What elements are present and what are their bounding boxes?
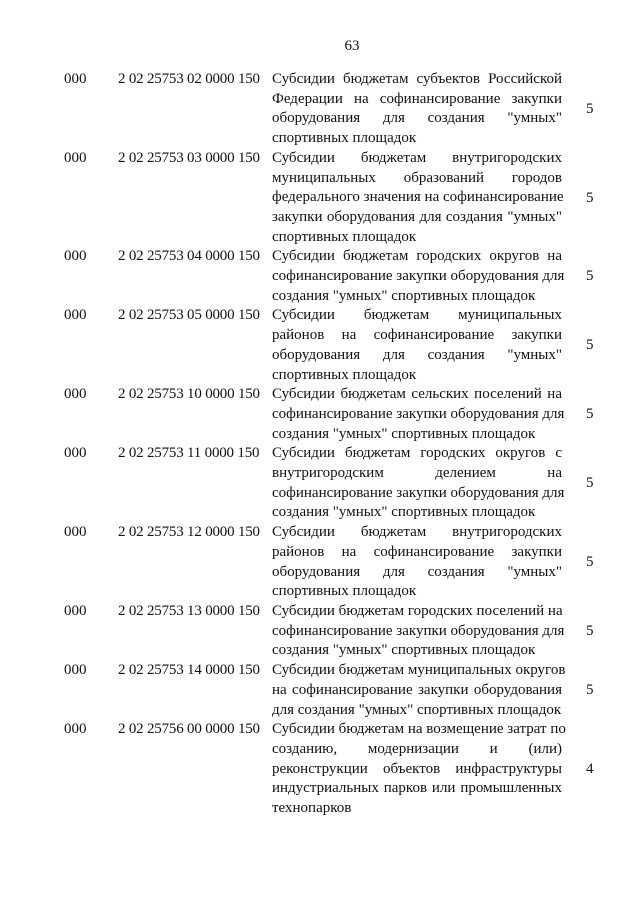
budget-classification-code: 2 02 25753 14 0000 150 — [118, 662, 260, 679]
description-line: Субсидии бюджетам городских округов с — [272, 445, 562, 462]
description-line: технопарков — [272, 800, 352, 817]
description-line: Субсидии бюджетам городских поселений на — [272, 602, 563, 619]
description-line: Субсидии бюджетам субъектов Российской — [272, 71, 562, 87]
income-description — [272, 602, 565, 661]
table-row — [0, 385, 640, 444]
description-line: Субсидии бюджетам внутригородских — [272, 524, 562, 541]
description-line: Субсидии бюджетам внутригородских — [272, 149, 562, 166]
description-line: Субсидии бюджетам сельских поселений на — [272, 386, 562, 403]
norm-value: 5 — [586, 623, 594, 640]
budget-classification-code: 2 02 25753 11 0000 150 — [118, 445, 260, 462]
description-line: Субсидии бюджетам муниципальных округов — [272, 662, 566, 679]
table-row — [0, 149, 640, 248]
description-line: создания "умных" спортивных площадок — [272, 287, 536, 304]
description-line: создания "умных" спортивных площадок — [272, 425, 536, 442]
income-description — [272, 720, 566, 819]
income-description — [272, 306, 562, 385]
norm-value: 4 — [586, 760, 594, 777]
norm-value: 5 — [586, 554, 594, 571]
description-line: созданию, модернизации и (или) — [272, 740, 562, 757]
income-description — [272, 247, 565, 306]
description-line: для создания "умных" спортивных площадок — [272, 701, 562, 718]
description-line: районов на софинансирование закупки — [272, 543, 562, 560]
norm-value: 5 — [586, 337, 594, 354]
budget-classification-code: 2 02 25753 10 0000 150 — [118, 386, 260, 403]
income-description — [272, 523, 562, 602]
description-line: создания "умных" спортивных площадок — [272, 642, 536, 659]
admin-code: 000 — [64, 248, 87, 265]
budget-classification-code: 2 02 25753 02 0000 150 — [118, 71, 260, 87]
description-line: спортивных площадок — [272, 583, 417, 600]
description-line: оборудования для создания "умных" — [272, 563, 562, 580]
description-line: оборудования для создания "умных" — [272, 346, 562, 363]
description-line: софинансирование закупки оборудования для — [272, 268, 565, 285]
description-line: внутригородским делением на — [272, 465, 562, 482]
income-description — [272, 661, 566, 720]
income-description — [272, 149, 562, 248]
description-line: Субсидии бюджетам на возмещение затрат по — [272, 721, 566, 738]
description-line: индустриальных парков или промышленных — [272, 780, 562, 797]
description-line: создания "умных" спортивных площадок — [272, 504, 536, 521]
admin-code: 000 — [64, 307, 87, 324]
table-row — [0, 306, 640, 385]
norm-value: 5 — [586, 100, 594, 117]
table-row — [0, 661, 640, 720]
budget-classification-code: 2 02 25753 05 0000 150 — [118, 307, 260, 324]
description-line: софинансирование закупки оборудования для — [272, 484, 565, 501]
income-description — [272, 385, 565, 444]
budget-code-table — [0, 70, 640, 819]
budget-classification-code: 2 02 25753 12 0000 150 — [118, 524, 260, 541]
budget-classification-code: 2 02 25756 00 0000 150 — [118, 721, 260, 738]
description-line: спортивных площадок — [272, 130, 417, 147]
description-line: муниципальных образований городов — [272, 169, 562, 186]
norm-value: 5 — [586, 475, 594, 492]
table-row — [0, 523, 640, 602]
table-row — [0, 247, 640, 306]
table-row — [0, 720, 640, 819]
page-number: 63 — [344, 38, 360, 54]
description-line: федерального значения на софинансирование — [272, 189, 564, 206]
table-row — [0, 444, 640, 523]
admin-code: 000 — [64, 71, 87, 87]
admin-code: 000 — [64, 524, 87, 541]
norm-value: 5 — [586, 189, 594, 206]
table-row — [0, 602, 640, 661]
description-line: районов на софинансирование закупки — [272, 327, 562, 344]
description-line: закупки оборудования для создания "умных" — [272, 208, 562, 225]
budget-classification-code: 2 02 25753 04 0000 150 — [118, 248, 260, 265]
description-line: софинансирование закупки оборудования для — [272, 622, 565, 639]
budget-classification-code: 2 02 25753 03 0000 150 — [118, 149, 260, 166]
table-row — [0, 70, 640, 149]
description-line: Субсидии бюджетам городских округов на — [272, 248, 562, 265]
admin-code: 000 — [64, 386, 87, 403]
description-line: Субсидии бюджетам муниципальных — [272, 307, 562, 324]
description-line: Федерации на софинансирование закупки — [272, 90, 562, 107]
admin-code: 000 — [64, 445, 87, 462]
description-line: реконструкции объектов инфраструктуры — [272, 760, 562, 777]
description-line: оборудования для создания "умных" — [272, 110, 562, 127]
description-line: спортивных площадок — [272, 366, 417, 383]
admin-code: 000 — [64, 602, 87, 619]
budget-classification-code: 2 02 25753 13 0000 150 — [118, 602, 260, 619]
norm-value: 5 — [586, 406, 594, 423]
description-line: спортивных площадок — [272, 228, 417, 245]
norm-value: 5 — [586, 682, 594, 699]
norm-value: 5 — [586, 268, 594, 285]
admin-code: 000 — [64, 149, 87, 166]
admin-code: 000 — [64, 662, 87, 679]
description-line: на софинансирование закупки оборудования — [272, 681, 562, 698]
income-description — [272, 70, 562, 149]
description-line: софинансирование закупки оборудования для — [272, 405, 565, 422]
admin-code: 000 — [64, 721, 87, 738]
income-description — [272, 444, 565, 523]
